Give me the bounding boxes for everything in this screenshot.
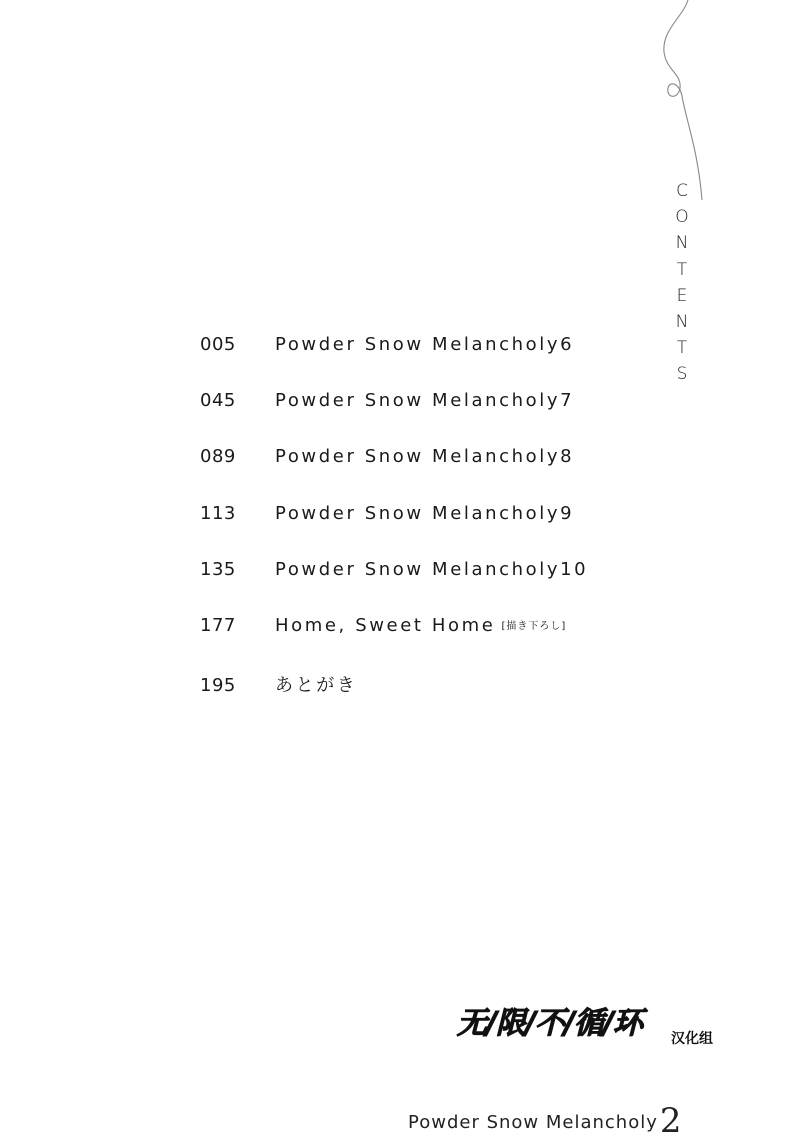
series-footer bbox=[408, 1097, 683, 1141]
series-title: Powder Snow Melancholy bbox=[408, 1112, 658, 1133]
toc-entry bbox=[200, 390, 660, 446]
toc-page-number: 195 bbox=[200, 675, 236, 697]
toc-entry bbox=[200, 446, 660, 502]
contents-heading bbox=[672, 178, 692, 388]
contents-letter: T bbox=[676, 338, 688, 359]
toc-page-number: 005 bbox=[200, 334, 236, 355]
toc-page-number: 045 bbox=[200, 390, 236, 412]
toc-chapter-title: Powder Snow Melancholy10 bbox=[275, 558, 589, 580]
contents-letter: E bbox=[676, 285, 688, 306]
toc-entry bbox=[200, 503, 660, 559]
table-of-contents bbox=[200, 334, 660, 727]
toc-entry bbox=[200, 671, 660, 727]
toc-chapter-title: Powder Snow Melancholy6 bbox=[275, 334, 575, 355]
toc-page-number: 177 bbox=[200, 614, 236, 636]
volume-number: 2 bbox=[659, 1101, 683, 1141]
toc-page-number: 089 bbox=[200, 446, 236, 468]
toc-page-number: 113 bbox=[200, 502, 236, 524]
contents-letter: N bbox=[675, 233, 689, 254]
toc-chapter-title: Powder Snow Melancholy7 bbox=[275, 390, 575, 412]
contents-letter: T bbox=[676, 259, 688, 280]
toc-chapter-title: Powder Snow Melancholy8 bbox=[275, 446, 575, 468]
toc-entry bbox=[200, 334, 660, 390]
toc-chapter-note: [描き下ろし] bbox=[501, 620, 567, 632]
contents-letter: C bbox=[676, 181, 688, 201]
toc-page-number: 135 bbox=[200, 558, 236, 580]
toc-entry bbox=[200, 559, 660, 615]
scanlation-group-stamp bbox=[457, 998, 717, 1050]
contents-letter: N bbox=[675, 311, 689, 332]
contents-letter: S bbox=[676, 364, 688, 385]
toc-chapter-title: Powder Snow Melancholy9 bbox=[275, 502, 575, 524]
toc-chapter-title: Home, Sweet Home bbox=[275, 614, 496, 636]
toc-chapter-title: あとがき bbox=[275, 675, 358, 697]
scanlation-group-name: 无/限/不/循/环 bbox=[457, 1006, 642, 1041]
scanlation-group-suffix: 汉化组 bbox=[671, 1031, 713, 1047]
contents-letter: O bbox=[675, 207, 689, 228]
toc-entry bbox=[200, 615, 660, 671]
ribbon-ornament bbox=[640, 0, 720, 200]
